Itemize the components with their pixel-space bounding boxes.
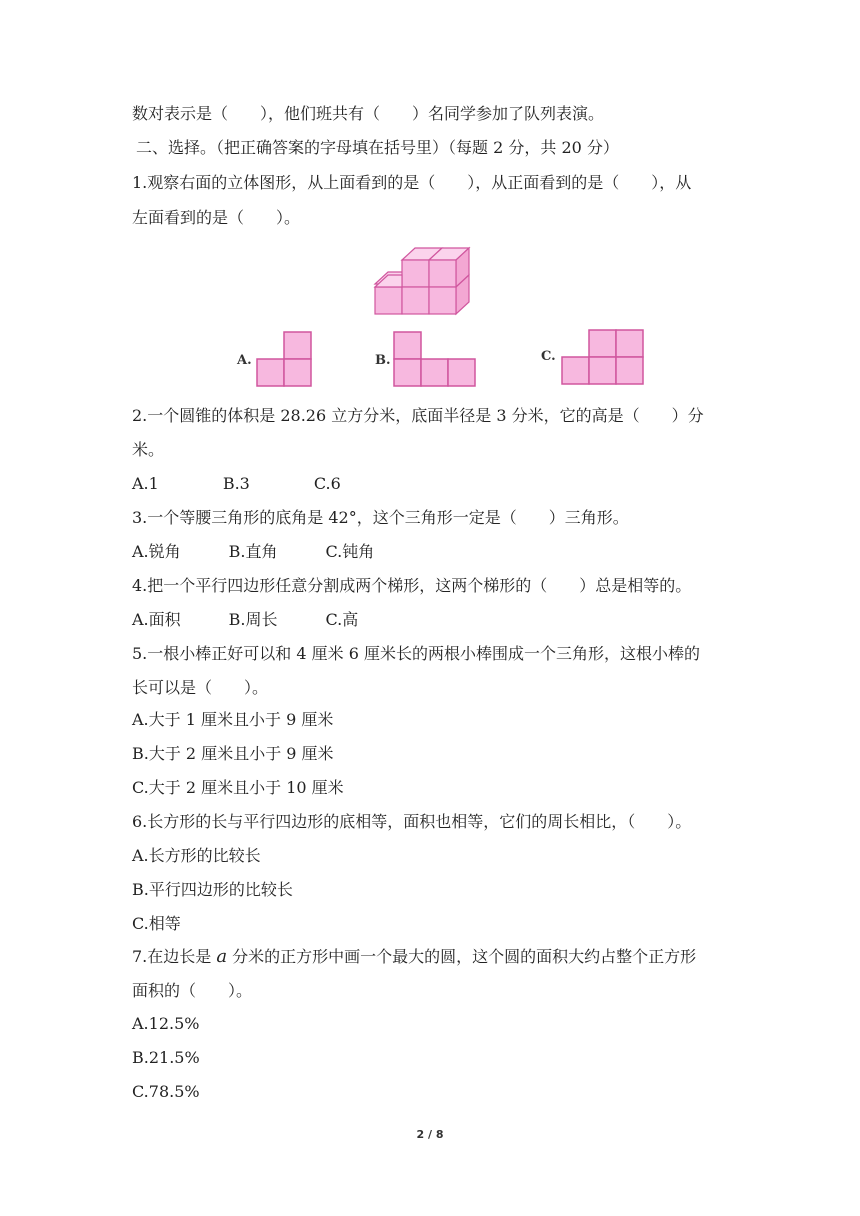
question-2-options: A.1 B.3 C.6 bbox=[132, 474, 341, 493]
question-6-option-c: C.相等 bbox=[132, 914, 181, 933]
option-a-view bbox=[257, 332, 311, 386]
question-7-part2: 分米的正方形中画一个最大的圆，这个圆的面积大约占整个正方形 bbox=[227, 947, 697, 966]
question-5-option-b: B.大于 2 厘米且小于 9 厘米 bbox=[132, 744, 334, 763]
question-1: 1.观察右面的立体图形，从上面看到的是（ ），从正面看到的是（ ），从 bbox=[132, 173, 692, 192]
solid-figure-3d bbox=[375, 248, 469, 314]
question-2-cont: 米。 bbox=[132, 440, 165, 459]
question-7-cont: 面积的（ ）。 bbox=[132, 981, 253, 1000]
option-b-view bbox=[394, 332, 475, 386]
question-6-option-b: B.平行四边形的比较长 bbox=[132, 880, 293, 899]
question-4-options: A.面积 B.周长 C.高 bbox=[132, 610, 359, 629]
solid-figure bbox=[0, 238, 860, 398]
question-5-option-a: A.大于 1 厘米且小于 9 厘米 bbox=[132, 710, 334, 729]
variable-a: a bbox=[216, 946, 228, 967]
question-7-option-c: C.78.5% bbox=[132, 1082, 200, 1101]
section-heading: 二、选择。（把正确答案的字母填在括号里）（每题 2 分，共 20 分） bbox=[136, 138, 619, 157]
question-3: 3.一个等腰三角形的底角是 42°，这个三角形一定是（ ）三角形。 bbox=[132, 508, 629, 527]
question-5: 5.一根小棒正好可以和 4 厘米 6 厘米长的两根小棒围成一个三角形，这根小棒的 bbox=[132, 644, 700, 663]
question-1-cont: 左面看到的是（ ）。 bbox=[132, 208, 301, 227]
question-2: 2.一个圆锥的体积是 28.26 立方分米，底面半径是 3 分米，它的高是（ ）分 bbox=[132, 406, 704, 425]
question-5-cont: 长可以是（ ）。 bbox=[132, 678, 269, 697]
line-q-prev-end: 数对表示是（ ），他们班共有（ ）名同学参加了队列表演。 bbox=[132, 104, 605, 123]
question-4: 4.把一个平行四边形任意分割成两个梯形，这两个梯形的（ ）总是相等的。 bbox=[132, 576, 692, 595]
page-number: 2 / 8 bbox=[416, 1128, 444, 1141]
question-7-option-a: A.12.5% bbox=[132, 1014, 200, 1033]
question-7 bbox=[132, 946, 696, 968]
question-7-part1: 7.在边长是 bbox=[132, 947, 217, 966]
option-c-view bbox=[562, 330, 643, 384]
question-6: 6.长方形的长与平行四边形的底相等，面积也相等，它们的周长相比，（ ）。 bbox=[132, 812, 692, 831]
question-5-option-c: C.大于 2 厘米且小于 10 厘米 bbox=[132, 778, 344, 797]
option-a-label: A. bbox=[237, 353, 252, 368]
question-3-options: A.锐角 B.直角 C.钝角 bbox=[132, 542, 375, 561]
question-7-option-b: B.21.5% bbox=[132, 1048, 200, 1067]
option-c-label: C. bbox=[541, 349, 556, 364]
question-6-option-a: A.长方形的比较长 bbox=[132, 846, 261, 865]
option-b-label: B. bbox=[375, 353, 391, 368]
